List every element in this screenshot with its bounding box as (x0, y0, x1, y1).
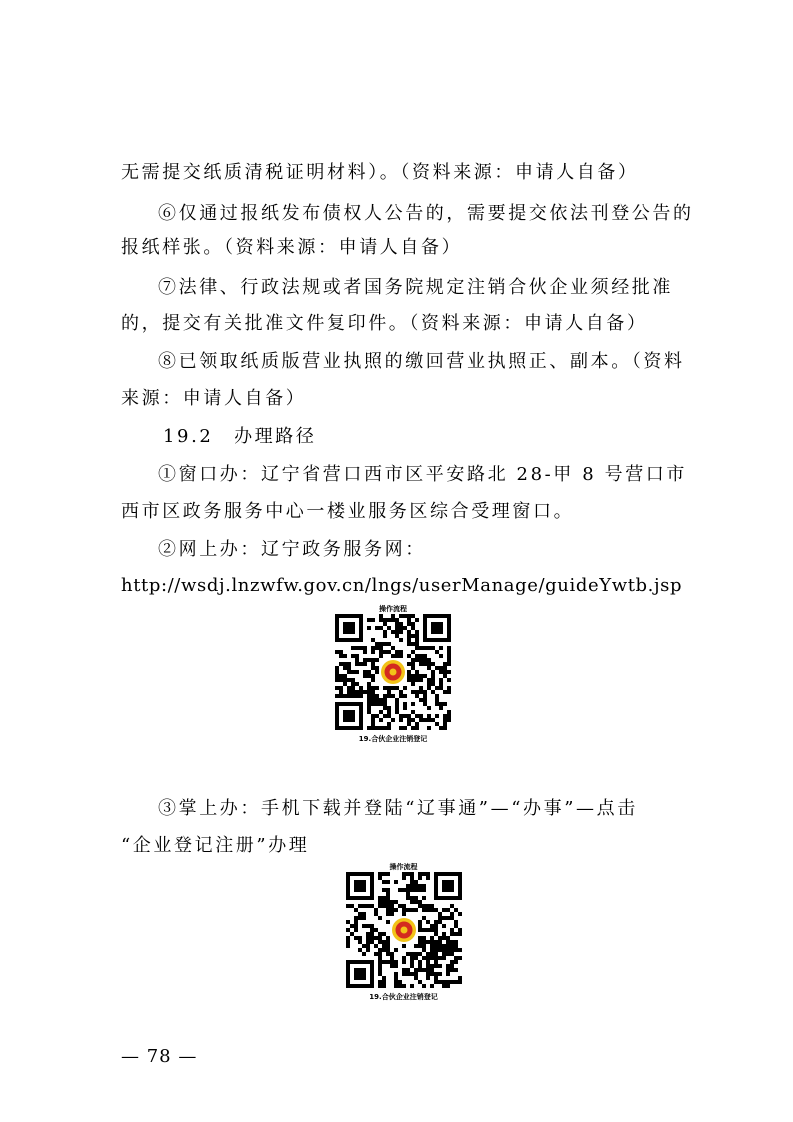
qr-caption-top: 操作流程 (379, 605, 407, 613)
text-line-window-cont: 西市区政务服务中心一楼业服务区综合受理窗口。 (121, 501, 575, 522)
qr-caption-bottom: 19.合伙企业注销登记 (358, 735, 428, 743)
text-line-3: 报纸样张。（资料来源：申请人自备） (121, 237, 463, 258)
text-line-window: ①窗口办：辽宁省营口西市区平安路北 28-甲 8 号营口市 (158, 464, 688, 485)
qr-caption-bottom: 19.合伙企业注销登记 (369, 993, 438, 1001)
text-line-1: 无需提交纸质清税证明材料）。（资料来源：申请人自备） (121, 162, 639, 183)
qr-caption-top: 操作流程 (389, 863, 418, 871)
qr-code-icon (335, 614, 451, 730)
text-line-2: ⑥仅通过报纸发布债权人公告的，需要提交依法刊登公告的 (158, 203, 694, 224)
qr-code-block-mobile (340, 862, 467, 1002)
online-url-link[interactable]: http://wsdj.lnzwfw.gov.cn/lngs/userManage/guideYwtb.jsp (121, 575, 683, 596)
page-number: — 78 — (121, 1046, 198, 1067)
qr-code-block-online (328, 604, 458, 744)
text-line-4: ⑦法律、行政法规或者国务院规定注销合伙企业须经批准 (158, 277, 673, 298)
qr-code-icon (346, 872, 462, 988)
text-line-5: 的，提交有关批准文件复印件。（资料来源：申请人自备） (121, 313, 648, 334)
text-line-7: 来源：申请人自备） (121, 388, 307, 409)
text-line-mobile: ③掌上办：手机下载并登陆“辽事通”—“办事”—点击 (158, 798, 638, 819)
section-heading: 19.2 办理路径 (163, 426, 317, 447)
text-line-mobile-cont: “企业登记注册”办理 (121, 835, 310, 856)
text-line-online: ②网上办：辽宁政务服务网： (158, 539, 426, 560)
text-line-6: ⑧已领取纸质版营业执照的缴回营业执照正、副本。（资料 (158, 351, 685, 372)
